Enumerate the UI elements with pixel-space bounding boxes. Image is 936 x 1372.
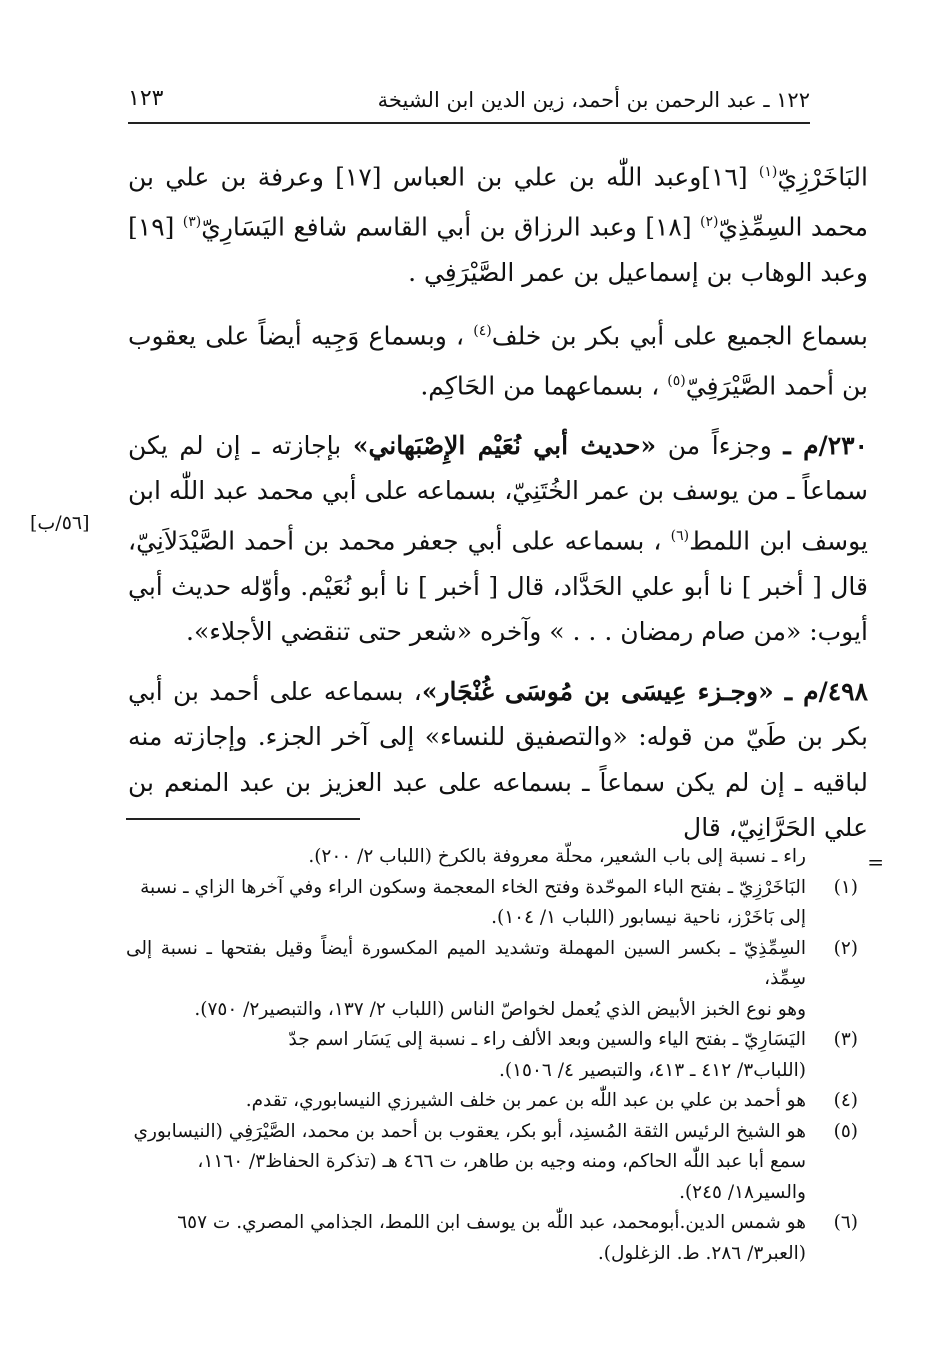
- footnote-number: (١): [833, 876, 858, 898]
- entry-number: ٢٣٠/م ـ: [783, 430, 868, 460]
- footnote-text: هو شمس الدين.أبومحمد، عبد اللّٰه بن يوسف ابن اللمط، الجذامي المصري. ت ٦٥٧ (العبر٣/ ٢٨٦. ط. الزغلول).: [177, 1212, 806, 1264]
- footnote-number: (٤): [833, 1090, 858, 1111]
- footnote-continuation: [126, 842, 858, 873]
- footnote-1: [126, 873, 858, 934]
- text-run: [١٦]وعبد اللّٰه بن علي بن العباس [١٧] وعرفة بن علي بن محمد السِمِّذِيّ: [128, 162, 868, 242]
- paragraph-2: [128, 309, 868, 409]
- running-head: [128, 84, 810, 124]
- footnote-2: [126, 934, 858, 1026]
- footnote-separator: [126, 818, 360, 820]
- footnote-number: (٣): [833, 1029, 858, 1050]
- footnote-text: اليَسَارِيّ ـ بفتح الياء والسين وبعد الألف راء ـ نسبة إلى يَسَار اسم جدّ (اللباب٣/ ٤١٢ ـ ٤١٣، والتبصير ٤/ ١٥٠٦).: [288, 1029, 806, 1081]
- running-title: ١٢٢ ـ عبد الرحمن بن أحمد، زين الدين ابن الشيخة: [377, 88, 810, 112]
- entry-number: ٤٩٨/م ـ: [784, 676, 868, 706]
- work-title: «حديث أبي نُعَيْم الإِصْبَهاني»: [352, 430, 657, 460]
- footnote-text: راء ـ نسبة إلى باب الشعير، محلّة معروفة بالكرخ (اللباب ٢/ ٢٠٠).: [308, 846, 806, 867]
- footnote-number: (٢): [833, 937, 858, 959]
- main-text: [128, 150, 868, 851]
- text-run: ، بسماعه على أبي جعفر محمد بن أحمد الصَّيْدَلاَنِيّ، قال [ أخبر ] نا أبو علي الحَدَّاد، قال [ أخبر ] نا أبو نُعَيْم. وأوّله حديث أبي أيوب: «من صام رمضان . . . » وآخره «شعر حتى تنقضي الأجلاء».: [128, 526, 868, 647]
- text-run: ، بسماعه على أحمد بن أبي بكر بن طَيّ من قوله: «والتصفيق للنساء» إلى آخر الجزء. وإجازته منه لباقيه ـ إن لم يكن سماعاً ـ بسماعه على عبد العزيز بن عبد المنعم بن علي الحَرَّانِيّ، قال: [128, 676, 868, 843]
- text-run: ، وبسماع وَجِيه أيضاً على يعقوب بن أحمد الصَّيْرَفِيّ: [128, 321, 868, 401]
- footnote-5: [126, 1117, 858, 1209]
- work-title: «وجـزء عِيسَى بن مُوسَى غُنْجَار»: [421, 676, 785, 706]
- footnote-6: [126, 1208, 858, 1269]
- footnote-number: (٦): [833, 1212, 858, 1233]
- footnote-text: هو الشيخ الرئيس الثقة المُسنِد، أبو بكر، يعقوب بن أحمد بن محمد، الصَّيْرَفِي (النيسابوري سمع أبا عبد اللّٰه الحاكم، ومنه وجيه بن طاهر، ت ٤٦٦ هـ (تذكرة الحفاظ٣/ ١١٦٠، والسير١٨/ ٢٤٥).: [133, 1120, 806, 1203]
- footnote-ref: (١): [758, 164, 778, 180]
- footnote-ref: (٣): [182, 213, 202, 230]
- footnote-3: [126, 1025, 858, 1086]
- paragraph-1: [128, 150, 868, 295]
- footnote-ref: (٥): [667, 372, 686, 389]
- text-run: البَاخَرْزِيّ: [777, 162, 868, 192]
- text-run: بإجازته ـ إن لم يكن سماعاً ـ من يوسف بن عمر الخُتَنِيّ، بسماعه على أبي محمد عبد اللّٰه ابن يوسف ابن اللمط: [128, 430, 868, 556]
- text-run: وجزءاً من: [656, 430, 784, 460]
- text-run: ، بسماعهما من الحَاكِم.: [420, 371, 668, 401]
- footnote-number: (٥): [833, 1120, 858, 1142]
- paragraph-3: [128, 423, 868, 655]
- footnote-ref: (٦): [670, 527, 690, 544]
- manuscript-folio-note: [٥٦/ب]: [30, 512, 90, 534]
- footnote-text: هو أحمد بن علي بن عبد اللّٰه بن عمر بن خلف الشيرزي النيسابوري، تقدم.: [245, 1090, 806, 1111]
- footnote-text: السِمِّذِيّ ـ بكسر السين المهملة وتشديد الميم المكسورة أيضاً وقيل بفتحها ـ نسبة إلى سِمِّذ، وهو نوع الخبز الأبيض الذي يُعمل لخواصّ الناس (اللباب ٢/ ١٣٧، والتبصير٢/ ٧٥٠).: [126, 937, 806, 1020]
- page-number: ١٢٣: [128, 86, 164, 111]
- footnote-4: [126, 1086, 858, 1117]
- footnote-ref: (٢): [700, 213, 719, 230]
- text-run: [١٩] وعبد الوهاب بن إسماعيل بن عمر الصَّيْرَفِي .: [128, 212, 868, 287]
- footnote-ref: (٤): [473, 323, 492, 340]
- footnotes: [126, 842, 858, 1269]
- text-run: [١٨] وعبد الرزاق بن أبي القاسم شافع اليَسَارِيّ: [201, 212, 700, 242]
- continuation-marker: =: [867, 850, 884, 874]
- text-run: بسماع الجميع على أبي بكر بن خلف: [491, 321, 868, 351]
- paragraph-4: [128, 669, 868, 851]
- footnote-text: البَاخَرْزِيّ ـ بفتح الباء الموحّدة وفتح الخاء المعجمة وسكون الراء وفي آخرها الزاي ـ نسبة إلى بَاخَرْز، ناحية نيسابور (اللباب ١/ ١٠٤).: [140, 876, 806, 928]
